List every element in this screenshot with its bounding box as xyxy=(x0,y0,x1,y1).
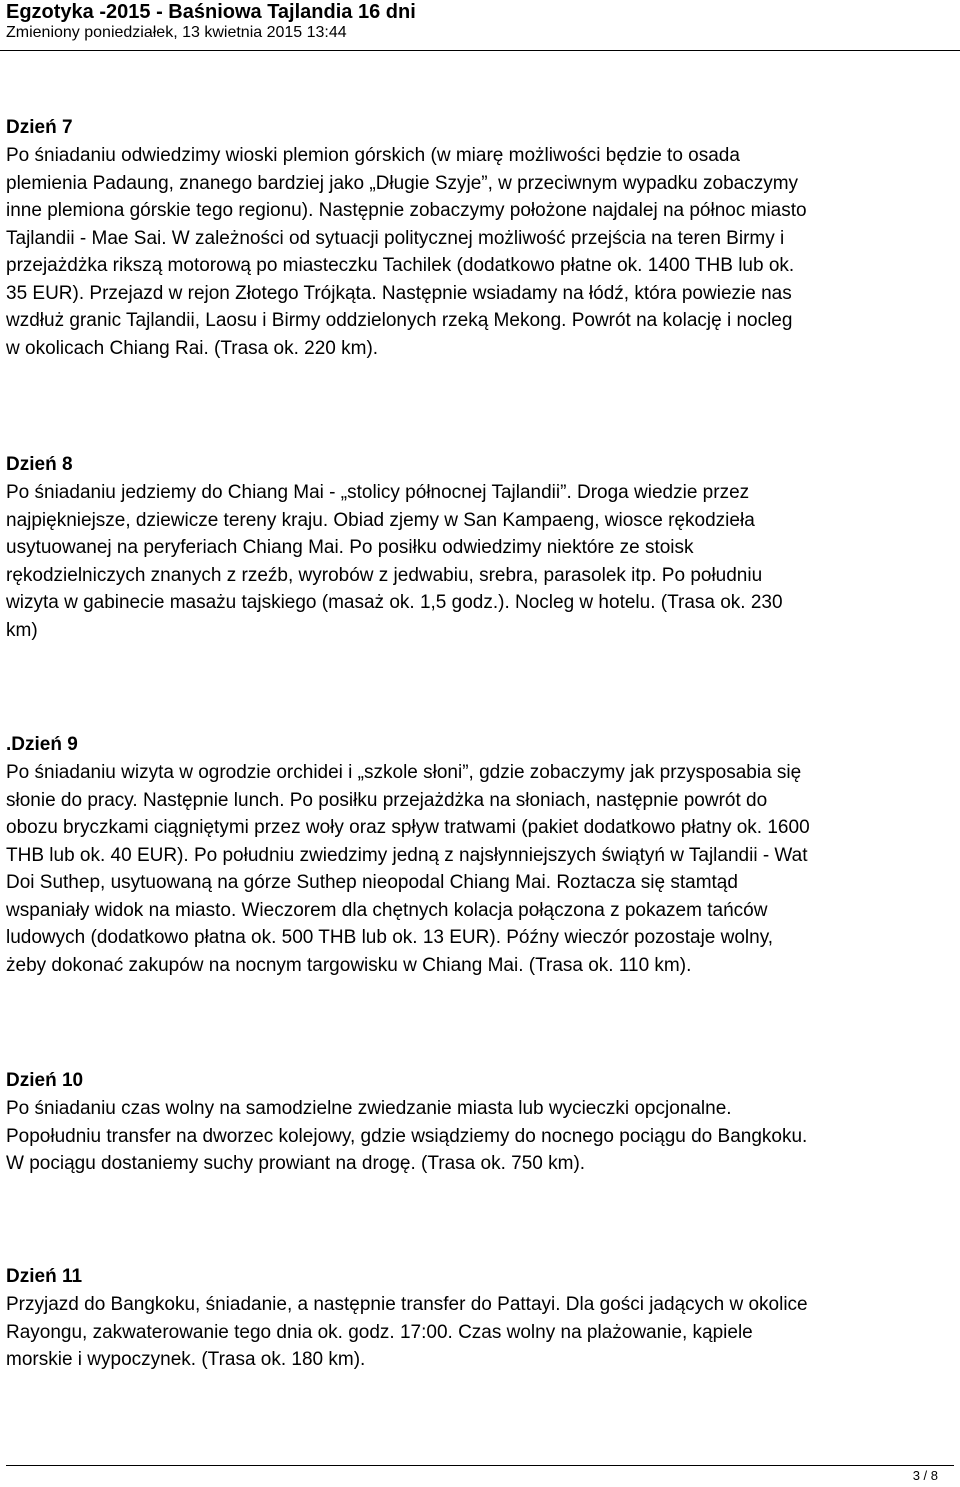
day-title: .Dzień 9 xyxy=(6,734,78,755)
text-line: najpiękniejsze, dziewicze tereny kraju. Obiad zjemy w San Kampaeng, wiosce rękodzieła xyxy=(6,509,755,531)
text-line: przejażdżka rikszą motorową po miasteczku Tachilek (dodatkowo płatne ok. 1400 THB lub ok. xyxy=(6,255,795,276)
footer-divider xyxy=(6,1465,954,1466)
text-line: THB lub ok. 40 EUR). Po południu zwiedzimy jedną z najsłynniejszych świątyń w Tajlandii - Wat xyxy=(6,844,808,866)
day-title: Dzień 10 xyxy=(6,1070,84,1091)
day-title: Dzień 8 xyxy=(6,454,73,475)
text-line: morskie i wypoczynek. (Trasa ok. 180 km). xyxy=(6,1349,366,1370)
text-line: Doi Suthep, usytuowaną na górze Suthep nieopodal Chiang Mai. Roztacza się stamtąd xyxy=(6,872,738,893)
text-line: obozu bryczkami ciągniętymi przez woły oraz spływ tratwami (pakiet dodatkowo płatny ok. 1600 xyxy=(6,817,810,838)
day-description xyxy=(6,479,956,644)
text-line: usytuowanej na peryferiach Chiang Mai. Po posiłku odwiedzimy niektóre ze stoisk xyxy=(6,537,694,558)
day-title: Dzień 7 xyxy=(6,117,73,138)
text-line: 35 EUR). Przejazd w rejon Złotego Trójkąta. Następnie wsiadamy na łódź, która powiezie nas xyxy=(6,282,792,304)
text-line: km) xyxy=(6,619,38,641)
text-line: W pociągu dostaniemy suchy prowiant na drogę. (Trasa ok. 750 km). xyxy=(6,1153,586,1174)
text-line: Przyjazd do Bangkoku, śniadanie, a następnie transfer do Pattayi. Dla gości jadących w okolice xyxy=(6,1294,808,1315)
document-title: Egzotyka -2015 - Baśniowa Tajlandia 16 dni xyxy=(6,1,416,23)
day-description xyxy=(6,759,956,979)
text-line: Po śniadaniu jedziemy do Chiang Mai - „stolicy północnej Tajlandii”. Droga wiedzie przez xyxy=(6,482,750,503)
day-description xyxy=(6,1095,956,1178)
text-line: wspaniały widok na miasto. Wieczorem dla chętnych kolacja połączona z pokazem tańców xyxy=(6,899,768,921)
text-line: inne plemiona górskie tego regionu). Następnie zobaczymy położone najdalej na północ miasto xyxy=(6,200,807,221)
day-section-10 xyxy=(6,1067,956,1178)
text-line: plemienia Padaung, znanego bardziej jako „Długie Szyje”, w przeciwnym wypadku zobaczymy xyxy=(6,172,799,194)
text-line: Po śniadaniu wizyta w ogrodzie orchidei i „szkole słoni”, gdzie zobaczymy jak przysposabia się xyxy=(6,762,802,783)
text-line: Rayongu, zakwaterowanie tego dnia ok. godz. 17:00. Czas wolny na plażowanie, kąpiele xyxy=(6,1321,753,1343)
page-number: 3 / 8 xyxy=(912,1468,938,1483)
text-line: ludowych (dodatkowo płatna ok. 500 THB lub ok. 13 EUR). Późny wieczór pozostaje wolny, xyxy=(6,927,774,948)
text-line: żeby dokonać zakupów na nocnym targowisku w Chiang Mai. (Trasa ok. 110 km). xyxy=(6,954,692,976)
day-section-11 xyxy=(6,1263,956,1374)
document-header xyxy=(0,0,960,50)
day-description xyxy=(6,142,956,362)
text-line: Tajlandii - Mae Sai. W zależności od sytuacji politycznej możliwość przejścia na teren Birmy i xyxy=(6,227,785,249)
text-line: rękodzielniczych znanych z rzeźb, wyrobów z jedwabiu, srebra, parasolek itp. Po południu xyxy=(6,564,763,586)
day-section-9 xyxy=(6,731,956,979)
text-line: słonie do pracy. Następnie lunch. Po posiłku przejażdżka na słoniach, następnie powrót do xyxy=(6,789,768,811)
text-line: Popołudniu transfer na dworzec kolejowy, gdzie wsiądziemy do nocnego pociągu do Bangkoku. xyxy=(6,1125,808,1147)
day-title: Dzień 11 xyxy=(6,1266,83,1287)
day-section-8 xyxy=(6,451,956,644)
header-divider xyxy=(0,50,960,51)
text-line: w okolicach Chiang Rai. (Trasa ok. 220 km). xyxy=(6,337,379,359)
day-section-7 xyxy=(6,114,956,362)
text-line: wizyta w gabinecie masażu tajskiego (masaż ok. 1,5 godz.). Nocleg w hotelu. (Trasa ok. 230 xyxy=(6,592,783,613)
text-line: Po śniadaniu czas wolny na samodzielne zwiedzanie miasta lub wycieczki opcjonalne. xyxy=(6,1098,732,1119)
text-line: wzdłuż granic Tajlandii, Laosu i Birmy oddzielonych rzeką Mekong. Powrót na kolację i nocleg xyxy=(6,310,793,331)
day-description xyxy=(6,1291,956,1374)
text-line: Po śniadaniu odwiedzimy wioski plemion górskich (w miarę możliwości będzie to osada xyxy=(6,145,740,166)
modified-date: Zmieniony poniedziałek, 13 kwietnia 2015 13:44 xyxy=(6,24,347,41)
